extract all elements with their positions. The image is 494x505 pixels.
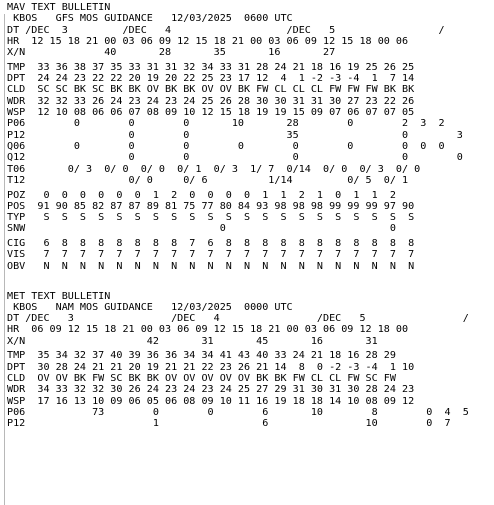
q06-row: Q06 0 0 0 0 0 0 0 0 0 xyxy=(7,140,445,152)
wind-direction-row: WDR 32 32 33 26 24 23 24 23 24 25 26 28 30 30 31 31 30 27 23 22 26 xyxy=(7,95,415,107)
date-row: DT /DEC 3 /DEC 4 /DEC 5 / xyxy=(7,24,445,36)
met-bulletin xyxy=(7,291,494,430)
mav-bulletin xyxy=(7,2,494,272)
max-min-row: X/N 40 28 35 16 27 xyxy=(7,47,336,59)
pos-row: POS 91 90 85 82 87 87 89 81 75 77 80 84 93 98 98 98 99 99 99 97 90 xyxy=(7,200,415,212)
wind-speed-row: WSP 17 16 13 10 09 06 05 06 08 09 10 11 16 19 18 18 14 10 08 09 12 xyxy=(7,395,415,407)
vis-row: VIS 7 7 7 7 7 7 7 7 7 7 7 7 7 7 7 7 7 7 7 7 7 xyxy=(7,249,415,261)
cig-row: CIG 6 8 8 8 8 8 8 8 7 6 8 8 8 8 8 8 8 8 8 8 8 xyxy=(7,238,415,250)
q12-row: Q12 0 0 0 0 0 xyxy=(7,152,463,164)
dewpoint-row: DPT 24 24 23 22 22 20 19 20 22 25 23 17 12 4 1 -2 -3 -4 1 7 14 xyxy=(7,73,415,85)
cloud-row: CLD OV OV BK FW SC BK BK OV OV OV OV OV BK BK FW CL CL FW SC FW xyxy=(7,373,396,385)
p12-row: P12 1 6 10 0 7 xyxy=(7,418,451,430)
hour-row: HR 12 15 18 21 00 03 06 09 12 15 18 21 00 03 06 09 12 15 18 00 06 xyxy=(7,35,409,47)
hour-row: HR 06 09 12 15 18 21 00 03 06 09 12 15 18 21 00 03 06 09 12 18 00 xyxy=(7,324,409,336)
typ-row: TYP S S S S S S S S S S S S S S S S S S S S S xyxy=(7,212,415,224)
p06-row: P06 0 0 0 10 28 0 2 3 2 xyxy=(7,118,445,130)
p06-row: P06 73 0 0 6 10 8 0 4 5 xyxy=(7,406,469,418)
dewpoint-row: DPT 30 28 24 21 21 20 19 21 21 22 23 26 21 14 8 0 -2 -3 -4 1 10 xyxy=(7,361,415,373)
bulletin-title: MAV TEXT BULLETIN xyxy=(7,2,111,13)
bulletin-title: MET TEXT BULLETIN xyxy=(7,290,111,302)
wind-speed-row: WSP 12 10 08 06 06 07 08 09 10 12 15 18 19 19 15 09 07 06 07 07 05 xyxy=(7,107,415,119)
obv-row: OBV N N N N N N N N N N N N N N N N N N N N N xyxy=(7,260,415,272)
date-row: DT /DEC 3 /DEC 4 /DEC 5 / xyxy=(7,313,469,325)
temperature-row: TMP 33 36 38 37 35 33 31 31 32 34 33 31 28 24 21 18 16 19 25 26 25 xyxy=(7,61,415,73)
left-margin-rule xyxy=(4,14,5,505)
cloud-row: CLD SC SC BK SC BK BK OV BK BK OV OV BK FW CL CL CL FW FW FW BK BK xyxy=(7,84,415,96)
bulletin-header: KBOS NAM MOS GUIDANCE 12/03/2025 0000 UTC xyxy=(7,301,293,313)
t12-row: T12 0/ 0 0/ 6 1/14 0/ 5 0/ 1 xyxy=(7,174,409,186)
bulletin-header: KBOS GFS MOS GUIDANCE 12/03/2025 0600 UTC xyxy=(7,13,293,25)
wind-direction-row: WDR 34 33 32 32 30 26 24 23 24 23 24 25 27 29 31 30 31 30 28 24 23 xyxy=(7,384,415,396)
max-min-row: X/N 42 31 45 16 31 xyxy=(7,335,378,347)
snw-row: SNW 0 0 xyxy=(7,223,396,235)
p12-row: P12 0 0 35 0 3 xyxy=(7,129,463,141)
t06-row: T06 0/ 3 0/ 0 0/ 0 0/ 1 0/ 3 1/ 7 0/14 0/ 0 0/ 3 0/ 0 xyxy=(7,163,421,175)
temperature-row: TMP 35 34 32 37 40 39 36 36 34 34 41 43 40 33 24 21 18 16 28 29 xyxy=(7,350,396,362)
poz-row: POZ 0 0 0 0 0 0 1 2 0 0 0 0 1 1 2 1 0 1 1 2 xyxy=(7,189,396,201)
